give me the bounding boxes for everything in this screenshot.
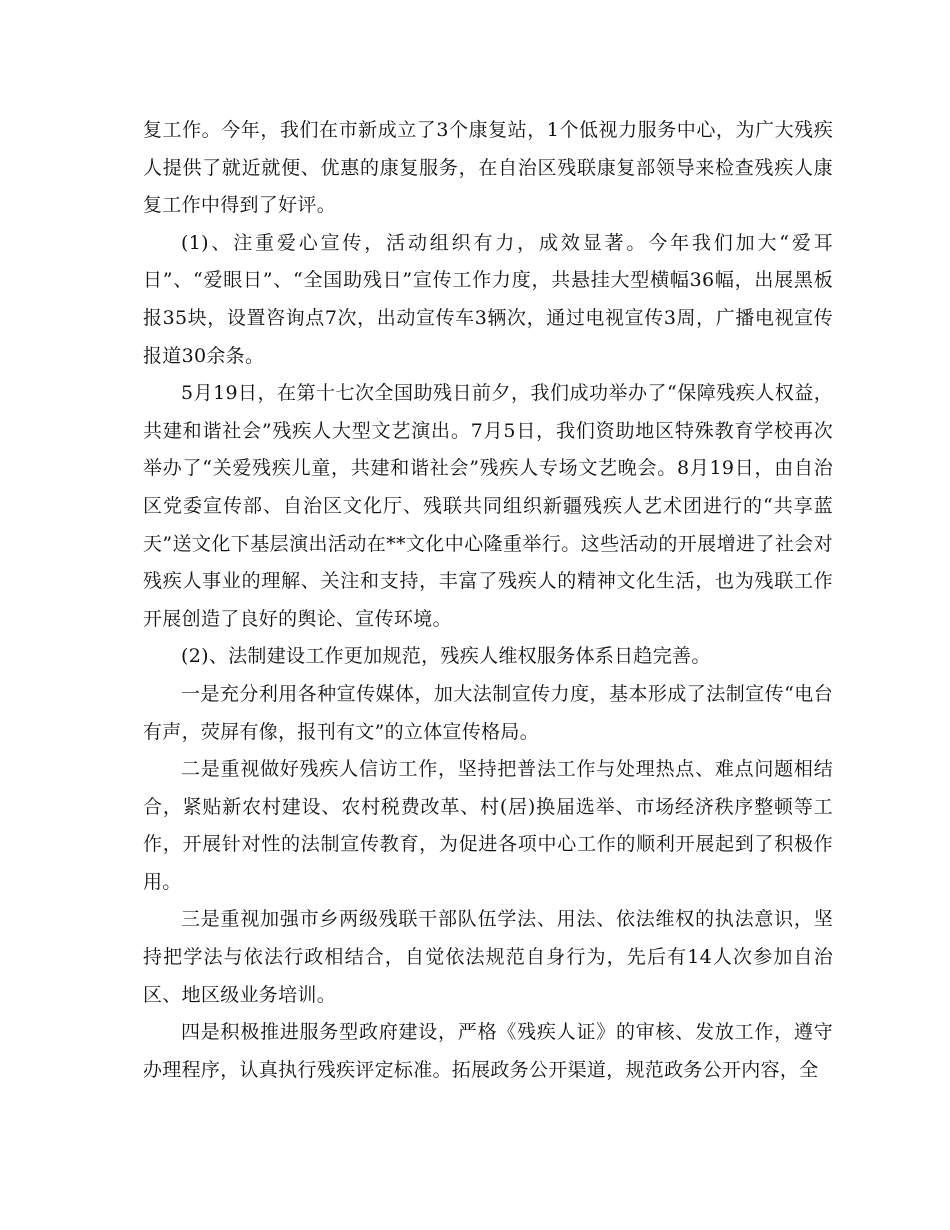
paragraph-events: 5月19日，在第十七次全国助残日前夕，我们成功举办了“保障残疾人权益，共建和谐社会”残疾人大型文艺演出。7月5日，我们资助地区特殊教育学校再次举办了“关爱残疾儿童，共建和谐社会”残疾人专场文艺晚会。8月19日，由自治区党委宣传部、自治区文化厅、残联共同组织新疆残疾人艺术团进行的“共享蓝天”送文化下基层演出活动在**文化中心隆重举行。这些活动的开展增进了社会对残疾人事业的理解、关注和支持，丰富了残疾人的精神文化生活，也为残联工作开展创造了良好的舆论、宣传环境。 bbox=[143, 382, 833, 630]
paragraph-point-three: 三是重视加强市乡两级残联干部队伍学法、用法、依法维权的执法意识，坚持把学法与依法行政相结合，自觉依法规范自身行为，先后有14人次参加自治区、地区级业务培训。 bbox=[143, 908, 833, 1006]
paragraph-point-two: 二是重视做好残疾人信访工作，坚持把普法工作与处理热点、难点问题相结合，紧贴新农村建设、农村税费改革、村(居)换届选举、市场经济秩序整顿等工作，开展针对性的法制宣传教育，为促进各项中心工作的顺利开展起到了积极作用。 bbox=[143, 758, 833, 893]
document-body bbox=[143, 112, 833, 1089]
paragraph-point-four: 四是积极推进服务型政府建设，严格《残疾人证》的审核、发放工作，遵守办理程序，认真执行残疾评定标准。拓展政务公开渠道，规范政务公开内容，全 bbox=[143, 1021, 833, 1081]
paragraph-rehab-summary: 复工作。今年，我们在市新成立了3个康复站，1个低视力服务中心，为广大残疾人提供了就近就便、优惠的康复服务，在自治区残联康复部领导来检查残疾人康复工作中得到了好评。 bbox=[143, 119, 833, 217]
paragraph-point-one: 一是充分利用各种宣传媒体，加大法制宣传力度，基本形成了法制宣传“电台有声，荧屏有像，报刊有文”的立体宣传格局。 bbox=[143, 682, 833, 743]
paragraph-legal-heading: (2)、法制建设工作更加规范，残疾人维权服务体系日趋完善。 bbox=[181, 645, 711, 668]
paragraph-publicity: (1)、注重爱心宣传，活动组织有力，成效显著。今年我们加大“爱耳日”、“爱眼日”、“全国助残日”宣传工作力度，共悬挂大型横幅36幅，出展黑板报35块，设置咨询点7次，出动宣传车3辆次，通过电视宣传3周，广播电视宣传报道30余条。 bbox=[143, 231, 833, 367]
